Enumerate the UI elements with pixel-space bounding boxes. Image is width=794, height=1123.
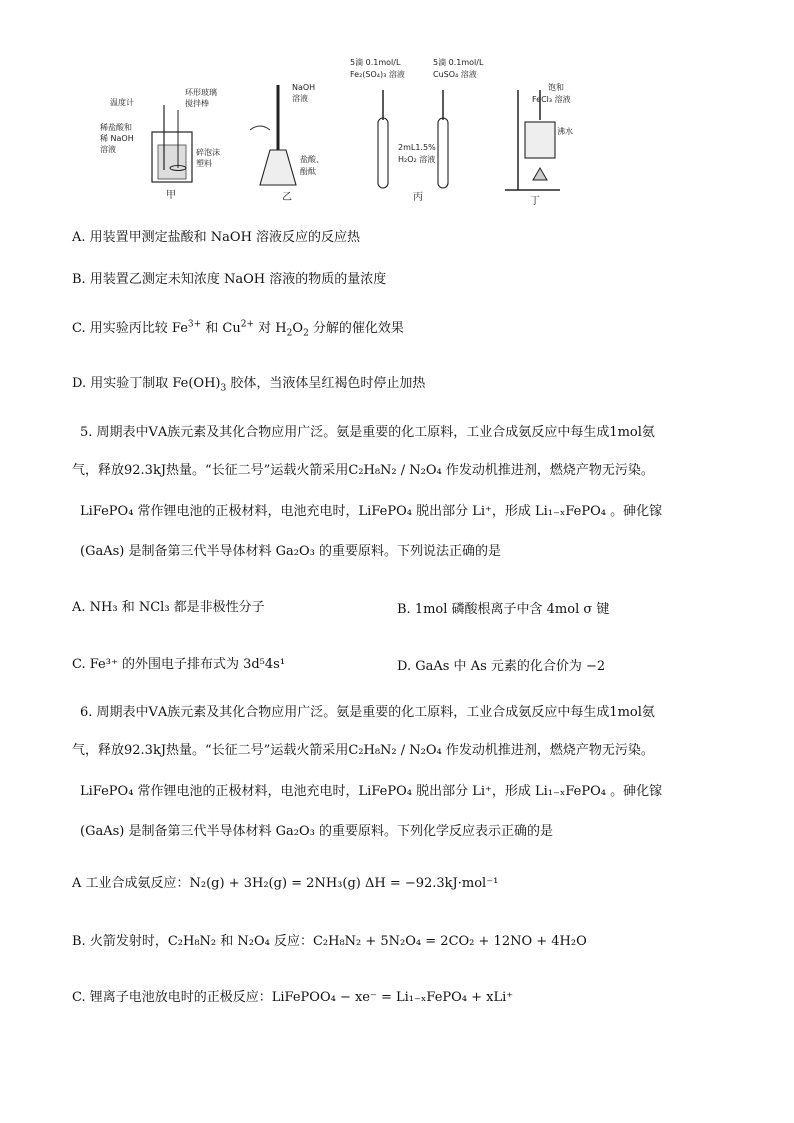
svg-text:溶液: 溶液 xyxy=(100,145,116,154)
q4-option-c: C. 用实验丙比较 $Fe^{3+}$ 和 $Cu^{2+}$ 对 $H_2O_2$ 分解的催化效果 xyxy=(72,319,404,339)
q6-stem-line1: 6. 周期表中ⅤA族元素及其化合物应用广泛。氨是重要的化工原料，工业合成氨反应中每生成1mol氨 xyxy=(80,705,655,720)
svg-text:2mL1.5%: 2mL1.5% xyxy=(398,143,436,152)
svg-text:Fe₂(SO₄)₃ 溶液: Fe₂(SO₄)₃ 溶液 xyxy=(350,70,405,79)
svg-text:饱和: 饱和 xyxy=(548,83,564,92)
svg-text:CuSO₄ 溶液: CuSO₄ 溶液 xyxy=(433,70,477,79)
q6-stem-line2: 气，释放92.3kJ热量。“长征二号”运载火箭采用C₂H₈N₂ / N₂O₄ 作发动机推进剂，燃烧产物无污染。 xyxy=(72,743,654,758)
apparatus-jia xyxy=(100,87,220,201)
q6-option-b: B. 火箭发射时，C₂H₈N₂ 和 N₂O₄ 反应：C₂H₈N₂ + 5N₂O₄ = 2CO₂ + 12NO + 4H₂O xyxy=(72,934,587,949)
q6-stem-line3: LiFePO₄ 常作锂电池的正极材料，电池充电时，LiFePO₄ 脱出部分 Li⁺，形成 Li₁₋ₓFePO₄ 。砷化镓 xyxy=(80,784,663,799)
q6-stem-line4: (GaAs) 是制备第三代半导体材料 Ga₂O₃ 的重要原料。下列化学反应表示正确的是 xyxy=(80,824,553,839)
svg-text:5滴 0.1mol/L: 5滴 0.1mol/L xyxy=(350,58,401,67)
svg-text:FeCl₃ 溶液: FeCl₃ 溶液 xyxy=(532,95,571,104)
q5-option-b: B. 1mol 磷酸根离子中含 4mol σ 键 xyxy=(397,602,610,617)
apparatus-diagram xyxy=(100,50,573,207)
q5-stem-line3: LiFePO₄ 常作锂电池的正极材料，电池充电时，LiFePO₄ 脱出部分 Li⁺，形成 Li₁₋ₓFePO₄ 。砷化镓 xyxy=(80,504,663,519)
svg-text:稀盐酸和: 稀盐酸和 xyxy=(100,123,132,132)
q6-option-a: A 工业合成氨反应：N₂(g) + 3H₂(g) = 2NH₃(g) ΔH = −92.3kJ·mol⁻¹ xyxy=(72,876,499,891)
svg-text:温度计: 温度计 xyxy=(110,98,134,107)
svg-text:NaOH: NaOH xyxy=(292,83,316,92)
q4-option-d: D. 用实验丁制取 $Fe(OH)_3$ 胶体，当液体呈红褐色时停止加热 xyxy=(72,376,426,394)
svg-text:H₂O₂ 溶液: H₂O₂ 溶液 xyxy=(398,155,436,164)
q5-option-c: C. Fe³⁺ 的外围电子排布式为 3d⁵4s¹ xyxy=(72,657,286,672)
svg-text:塑料: 塑料 xyxy=(196,159,212,168)
svg-text:环形玻璃: 环形玻璃 xyxy=(185,88,217,97)
q5-option-a: A. NH₃ 和 NCl₃ 都是非极性分子 xyxy=(72,600,265,615)
svg-text:丁: 丁 xyxy=(530,196,540,207)
q5-stem-line2: 气，释放92.3kJ热量。“长征二号”运载火箭采用C₂H₈N₂ / N₂O₄ 作发动机推进剂，燃烧产物无污染。 xyxy=(72,463,654,478)
svg-text:搅拌棒: 搅拌棒 xyxy=(185,99,209,108)
svg-text:乙: 乙 xyxy=(282,192,292,203)
svg-text:甲: 甲 xyxy=(166,190,176,201)
q5-stem-line4: (GaAs) 是制备第三代半导体材料 Ga₂O₃ 的重要原料。下列说法正确的是 xyxy=(80,544,501,559)
svg-text:5滴 0.1mol/L: 5滴 0.1mol/L xyxy=(433,58,484,67)
svg-text:沸水: 沸水 xyxy=(557,127,573,136)
q4-option-a: A. 用装置甲测定盐酸和 NaOH 溶液反应的反应热 xyxy=(72,230,361,245)
svg-text:盐酸、: 盐酸、 xyxy=(300,155,324,164)
apparatus-bing xyxy=(350,57,484,203)
q5-option-d: D. GaAs 中 As 元素的化合价为 −2 xyxy=(397,659,606,674)
q5-stem-line1: 5. 周期表中ⅤA族元素及其化合物应用广泛。氨是重要的化工原料，工业合成氨反应中每生成1mol氨 xyxy=(80,425,655,440)
apparatus-yi xyxy=(250,83,324,203)
apparatus-figure xyxy=(100,50,573,207)
svg-text:稀 NaOH: 稀 NaOH xyxy=(100,134,134,143)
svg-text:丙: 丙 xyxy=(413,192,423,203)
svg-text:酚酞: 酚酞 xyxy=(300,167,316,176)
apparatus-ding xyxy=(505,82,573,207)
q4-option-b: B. 用装置乙测定未知浓度 NaOH 溶液的物质的量浓度 xyxy=(72,272,387,287)
q6-option-c: C. 锂离子电池放电时的正极反应：LiFePOO₄ − xe⁻ = Li₁₋ₓFePO₄ + xLi⁺ xyxy=(72,990,514,1005)
svg-text:溶液: 溶液 xyxy=(292,94,308,103)
svg-text:碎泡沫: 碎泡沫 xyxy=(196,148,220,157)
